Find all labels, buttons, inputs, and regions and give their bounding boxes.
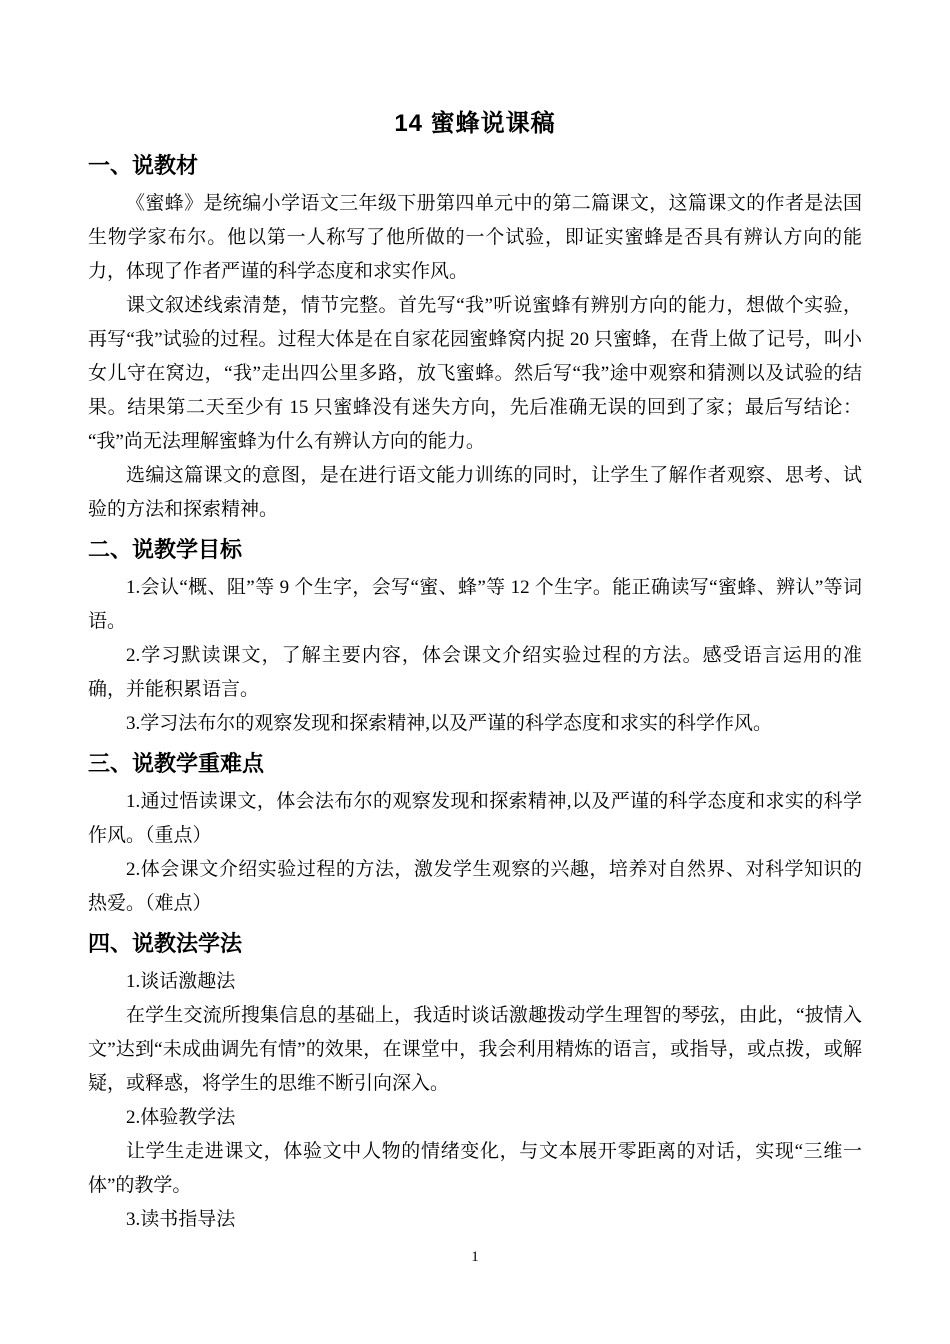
section-teaching-methods: [88, 928, 862, 1237]
section-textbook-analysis: [88, 150, 862, 527]
section-heading-teaching-methods: 四、说教法学法: [88, 931, 243, 956]
paragraph: 《蜜蜂》是统编小学语文三年级下册第四单元中的第二篇课文，这篇课文的作者是法国生物学家布尔。他以第一人称写了他所做的一个试验，即证实蜜蜂是否具有辨认方向的能力，体现了作者严谨的科学态度和求实作风。: [88, 193, 862, 282]
section-key-difficult-points: [88, 748, 862, 921]
page-number: 1: [471, 1249, 479, 1265]
paragraph: 1.通过悟读课文，体会法布尔的观察发现和探索精神,以及严谨的科学态度和求实的科学作风。（重点）: [88, 791, 862, 846]
paragraph: 3.学习法布尔的观察发现和探索精神,以及严谨的科学态度和求实的科学作风。: [126, 713, 773, 734]
paragraph-method-name: 1.谈话激趣法: [126, 971, 236, 992]
section-teaching-objectives: [88, 534, 862, 741]
paragraph: 选编这篇课文的意图，是在进行语文能力训练的同时，让学生了解作者观察、思考、试验的方法和探索精神。: [88, 465, 862, 520]
paragraph-method-name: 2.体验教学法: [126, 1107, 236, 1128]
paragraph: 让学生走进课文，体验文中人物的情绪变化，与文本展开零距离的对话，实现“三维一体”的教学。: [88, 1141, 862, 1196]
paragraph: 在学生交流所搜集信息的基础上，我适时谈话激趣拨动学生理智的琴弦，由此，“披情入文”达到“未成曲调先有情”的效果，在课堂中，我会利用精炼的语言，或指导，或点拨，或解疑，或释惑，将学生的思维不断引向深入。: [88, 1005, 862, 1094]
section-heading-textbook-analysis: 一、说教材: [88, 153, 199, 178]
section-heading-key-difficult-points: 三、说教学重难点: [88, 751, 265, 776]
paragraph: 课文叙述线索清楚，情节完整。首先写“我”听说蜜蜂有辨别方向的能力，想做个实验，再写“我”试验的过程。过程大体是在自家花园蜜蜂窝内捉 20 只蜜蜂，在背上做了记号，叫小女儿守在窝边，“我”走出四公里多路，放飞蜜蜂。然后写“我”途中观察和猜测以及试验的结果。结果第二天至少有 15 只蜜蜂没有迷失方向，先后准确无误的回到了家；最后写结论：“我”尚无法理解蜜蜂为什么有辨认方向的能力。: [88, 295, 862, 452]
paragraph: 1.会认“概、阻”等 9 个生字，会写“蜜、蜂”等 12 个生字。能正确读写“蜜蜂、辨认”等词语。: [88, 577, 862, 632]
paragraph: 2.学习默读课文，了解主要内容，体会课文介绍实验过程的方法。感受语言运用的准确，并能积累语言。: [88, 645, 862, 700]
document-title: 14 蜜蜂说课稿: [394, 110, 556, 137]
section-heading-teaching-objectives: 二、说教学目标: [88, 537, 243, 562]
paragraph: 2.体会课文介绍实验过程的方法，激发学生观察的兴趣，培养对自然界、对科学知识的热爱。（难点）: [88, 859, 862, 914]
document-content: [88, 106, 862, 1237]
paragraph-method-name: 3.读书指导法: [126, 1209, 236, 1230]
